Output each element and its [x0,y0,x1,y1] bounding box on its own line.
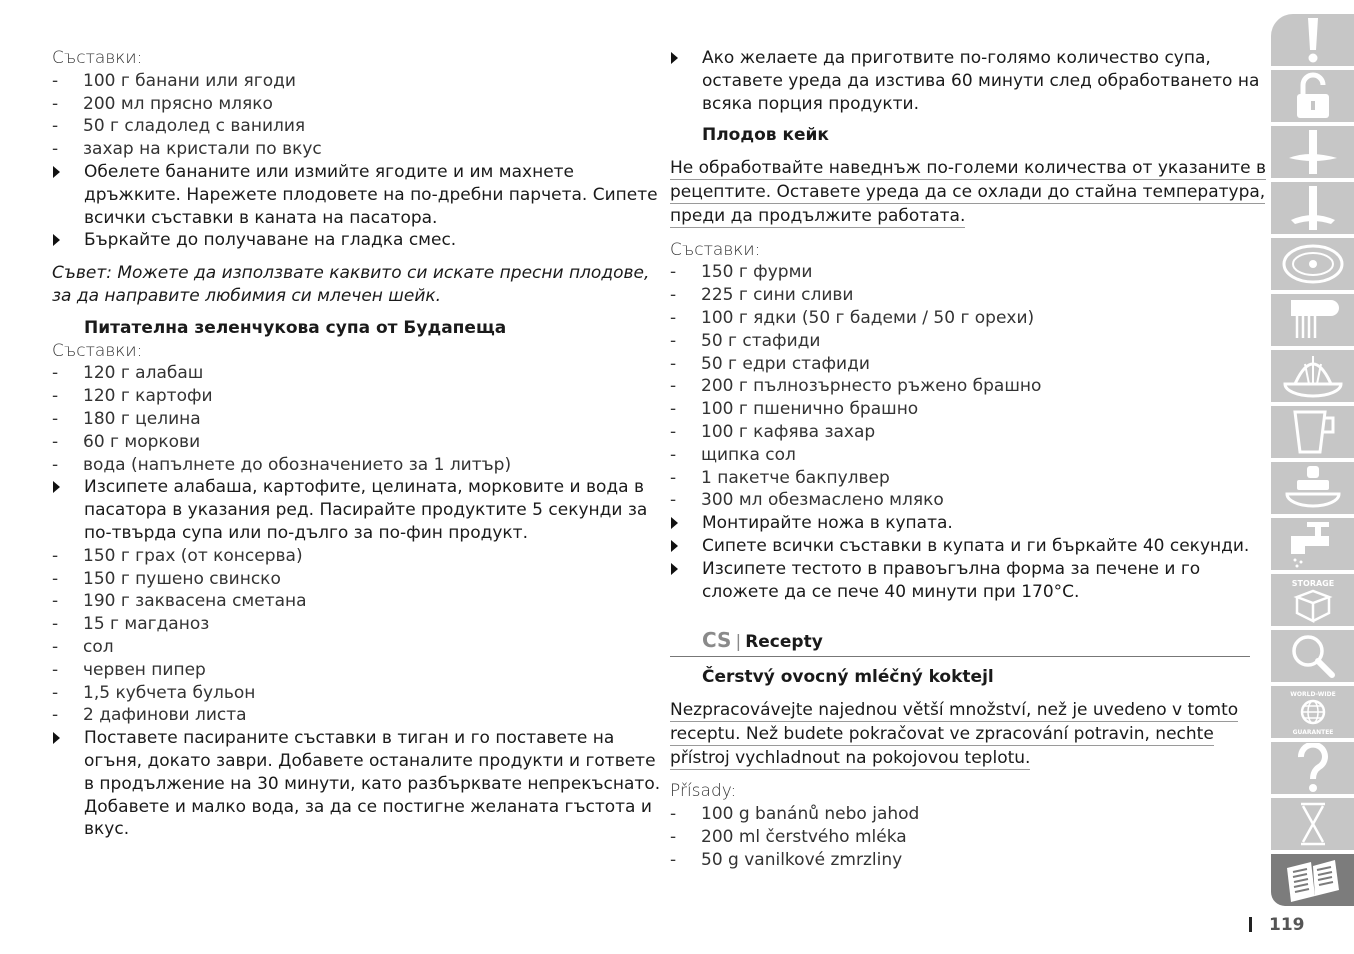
step-text: пасатора в указания ред. Пасирайте продуктите 5 секунди за [84,500,648,521]
list-item: - 100 g banánů nebo jahod [670,803,1250,826]
globe-icon [1283,687,1343,737]
tab-faq[interactable] [1271,742,1354,794]
list-item: - 50 г сладолед с ванилия [52,115,642,138]
step-text: Ако желаете да приготвите по-голямо количество супа, [670,47,1250,70]
svg-text:STORAGE: STORAGE [1291,579,1334,588]
list-item: - 150 г фурми [670,261,1250,284]
tab-cleaning[interactable] [1271,518,1354,570]
disc-icon [1281,242,1345,286]
step-text: Изсипете тестото в правоъгълна форма за печене и го [670,558,1250,581]
list-item: - 200 ml čerstvého mléka [670,826,1250,849]
right-column [670,47,1267,872]
list-item: - 100 г ядки (50 г бадеми / 50 г орехи) [670,307,1250,330]
recipe-book-icon [1283,856,1343,904]
list-item: - 190 г заквасена сметана [52,590,642,613]
magnifier-icon [1288,632,1338,680]
list-item: - 100 г кафява захар [670,421,1250,444]
tap-icon [1285,520,1341,568]
list-item: - 100 г банани или ягоди [52,70,642,93]
step-text: в продължение на 30 минути, като разбърквате непрекъснато. [84,773,661,794]
step-text: всяка порция продукти. [702,93,919,114]
recipe-heading: Плодов кейк [702,125,829,146]
blade-icon [1283,128,1343,176]
citrus-press-icon [1281,352,1345,400]
list-item: - 50 г едри стафиди [670,353,1250,376]
step-text: Монтирайте ножа в купата. [670,512,1250,535]
tab-disc[interactable] [1271,238,1354,290]
tab-disposal[interactable] [1271,798,1354,850]
section-title: Recepty [745,632,823,653]
list-item: - 1,5 кубчета бульон [52,682,642,705]
list-item: - 180 г целина [52,408,642,431]
recipe-heading: Питателна зеленчукова супа от Будапеща [84,317,507,338]
tab-guarantee[interactable] [1271,686,1354,738]
ingredients-label: Съставки: [670,239,761,260]
tab-citrus-press[interactable] [1271,350,1354,402]
unlock-icon [1291,72,1335,120]
list-item: - щипка сол [670,444,1250,467]
warning-text: Nezpracovávejte najednou větší množství, než je uvedeno v tomto [670,699,1239,720]
language-code: CS [702,628,732,653]
warning-text: преди да продължите работата. [670,205,966,226]
warning-text: рецептите. Оставете уреда да се охлади до стайна температура, [670,181,1266,202]
storage-box-icon [1283,575,1343,625]
warning-text: přístroj vychladnout na pokojovou teplotu. [670,747,1031,768]
ingredients-label: Съставки: [52,340,143,361]
tab-whisk[interactable] [1271,294,1354,346]
tab-safety[interactable] [1271,14,1354,66]
exclamation-icon [1293,16,1333,64]
question-icon [1293,743,1333,793]
step-text: всички съставки в каната на пасатора. [84,207,438,228]
warning-text: receptu. Než budete pokračovat ve zpracování potravin, nechte [670,723,1214,744]
list-item: - 150 г грах (от консерва) [52,545,642,568]
step-text: дръжките. Нарежете плодовете на по-дребни парчета. Сипете [84,184,658,205]
left-column [52,47,661,841]
list-item: - червен пипер [52,659,642,682]
tip-text: за да направите любимия си млечен шейк. [52,285,442,306]
list-item: - 50 g vanilkové zmrzliny [670,849,1250,872]
step-text: Изсипете алабаша, картофите, целината, морковите и вода в [52,476,642,499]
svg-text:GUARANTEE: GUARANTEE [1292,729,1333,736]
list-item: - 200 мл прясно мляко [52,93,642,116]
list-item: - 120 г алабаш [52,362,642,385]
step-text: по-твърда супа или по-дълго за по-фин продукт. [84,522,528,543]
step-text: Обелете бананите или измийте ягодите и им махнете [52,161,642,184]
step-text: огъня, докато заври. Добавете останалите продукти и гответе [84,750,656,771]
list-item: - 15 г магданоз [52,613,642,636]
list-item: - 200 г пълнозърнесто ръжено брашно [670,375,1250,398]
hourglass-icon [1293,800,1333,848]
language-separator: | [735,632,742,653]
blender-jug-icon [1287,408,1339,456]
list-item: - 1 пакетче бакпулвер [670,467,1250,490]
step-text: Бъркайте до получаване на гладка смес. [52,229,642,252]
list-item: - 50 г стафиди [670,330,1250,353]
recipe-heading: Čerstvý ovocný mléčný koktejl [702,667,994,688]
tab-blade[interactable] [1271,126,1354,178]
step-text: Сипете всички съставки в купата и ги бъркайте 40 секунди. [670,535,1250,558]
step-text: Поставете пасираните съставки в тиган и го поставете на [52,727,642,750]
language-section-header [670,629,1250,657]
tab-juicer[interactable] [1271,462,1354,514]
page-number: 119 [1249,915,1305,935]
step-text: оставете уреда да изстива 60 минути след обработването на [702,70,1260,91]
list-item: - захар на кристали по вкус [52,138,642,161]
list-item: - сол [52,636,642,659]
list-item: - вода (напълнете до обозначението за 1 литър) [52,454,642,477]
step-text: Добавете и малко вода, за да се постигне желаната гъстота и [84,796,652,817]
ingredients-label: Съставки: [52,48,143,68]
svg-text:WORLD-WIDE: WORLD-WIDE [1289,691,1336,698]
list-item: - 2 дафинови листа [52,704,642,727]
list-item: - 100 г пшенично брашно [670,398,1250,421]
tip-text: Съвет: Можете да използвате каквито си искате пресни плодове, [52,263,650,284]
section-tabs [1271,14,1354,910]
whisk-icon [1283,296,1343,344]
tab-blender-jug[interactable] [1271,406,1354,458]
step-text: вкус. [84,819,130,840]
juicer-icon [1281,464,1345,512]
tab-recipes[interactable] [1271,854,1354,906]
list-item: - 300 мл обезмаслено мляко [670,489,1250,512]
warning-text: Не обработвайте наведнъж по-големи количества от указаните в [670,158,1267,179]
list-item: - 150 г пушено свинско [52,568,642,591]
list-item: - 225 г сини сливи [670,284,1250,307]
tab-dough-blade[interactable] [1271,182,1354,234]
step-text: сложете да се пече 40 минути при 170°C. [702,581,1080,602]
list-item: - 60 г моркови [52,431,642,454]
ingredients-label: Přísady: [670,781,737,802]
tab-storage[interactable] [1271,574,1354,626]
tab-assembly[interactable] [1271,70,1354,122]
dough-blade-icon [1283,184,1343,232]
list-item: - 120 г картофи [52,385,642,408]
tab-troubleshooting-search[interactable] [1271,630,1354,682]
